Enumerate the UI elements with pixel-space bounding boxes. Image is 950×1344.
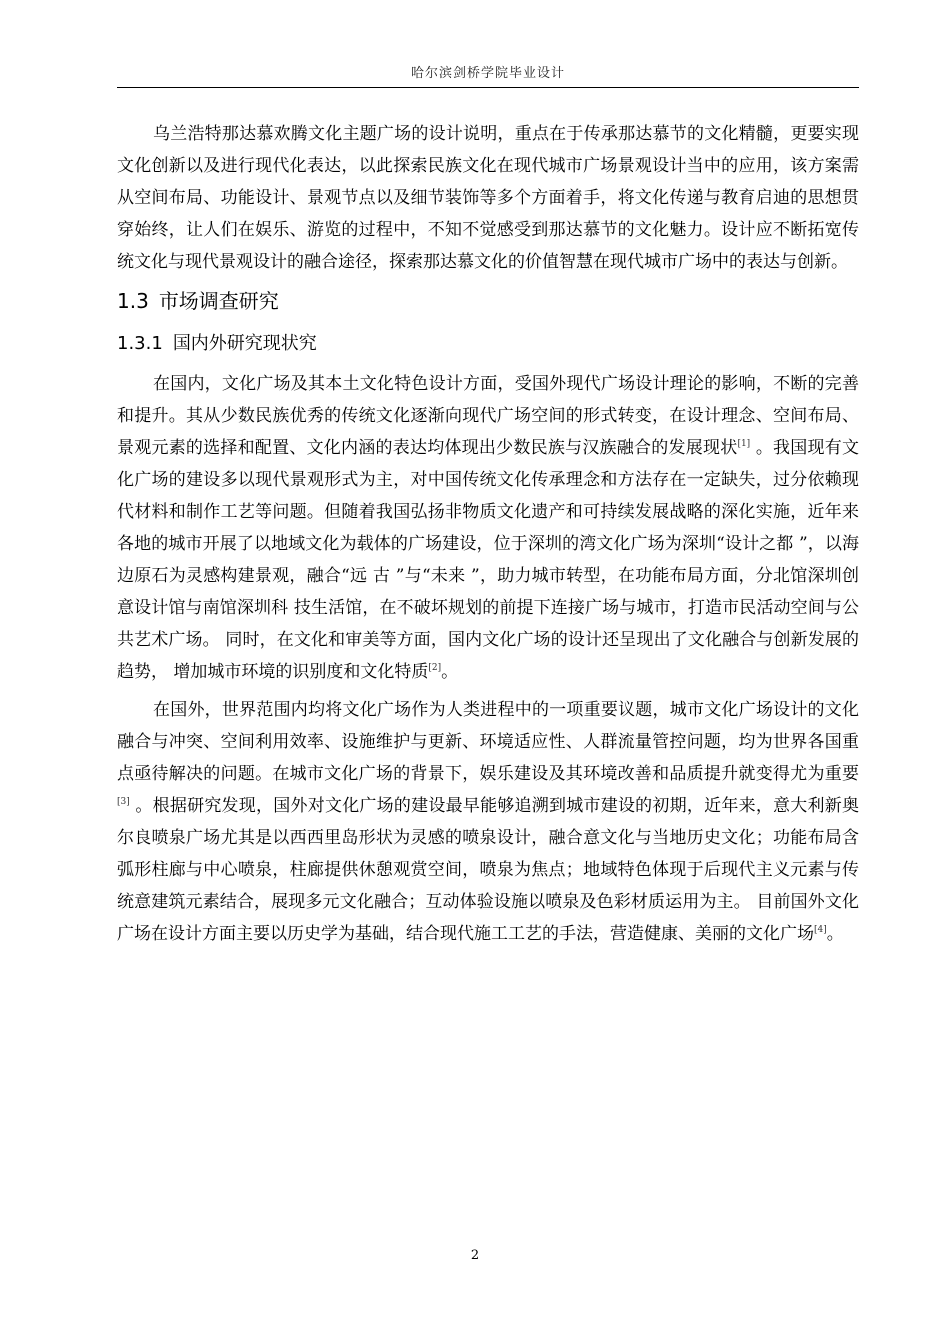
page-number: 2 [470,1248,480,1263]
foreign-research-paragraph [117,694,859,950]
page-header: 哈尔滨剑桥学院毕业设计 [410,66,565,81]
subsection-heading [117,326,859,362]
document-body [117,118,859,950]
domestic-text-part3: 。 [441,662,459,682]
section-title: 市场调查研究 [158,289,279,313]
domestic-text-part1: 在国内，文化广场及其本土文化特色设计方面，受国外现代广场设计理论的影响，不断的完善和提升。其从少数民族优秀的传统文化逐渐向现代广场空间的形式转变，在设计理念、空间布局、景观元素的选择和配置、文化内涵的表达均体现出少数民族与汉族融合的发展现状 [117,374,859,458]
citation-4[interactable]: [4] [814,925,827,935]
citation-2[interactable]: [2] [428,663,442,673]
subsection-title: 国内外研究现状究 [172,333,317,354]
section-heading [117,281,859,321]
foreign-text-part2: 。根据研究发现，国外对文化广场的建设最早能够追溯到城市建设的初期，近年来，意大利新奥尔良喷泉广场尤其是以西西里岛形状为灵感的喷泉设计，融合意文化与当地历史文化；功能布局含弧形柱廊与中心喷泉，柱廊提供休憩观赏空间，喷泉为焦点；地域特色体现于后现代主义元素与传统意建筑元素结合，展现多元文化融合；互动体验设施以喷泉及色彩材质运用为主。 目前国外文化广场在设计方面主要以历史学为基础，结合现代施工工艺的手法，营造健康、美丽的文化广场 [117,796,859,944]
foreign-text-part3: 。 [826,924,844,944]
section-number: 1.3 [117,289,149,313]
header-rule [117,87,859,88]
domestic-research-paragraph [117,368,859,688]
subsection-number: 1.3.1 [117,333,163,354]
citation-3[interactable]: [3] [117,797,130,807]
domestic-text-part2: 。我国现有文化广场的建设多以现代景观形式为主，对中国传统文化传承理念和方法存在一定缺失，过分依赖现代材料和制作工艺等问题。但随着我国弘扬非物质文化遗产和可持续发展战略的深化实施，近年来各地的城市开展了以地域文化为载体的广场建设，位于深圳的湾文化广场为深圳“设计之都 ”，以海边原石为灵感构建景观，融合“远 古 ”与“未来 ”，助力城市转型，在功能布局方面，分北馆深圳创意设计馆与南馆深圳科 技生活馆，在不破坏规划的前提下连接广场与城市，打造市民活动空间与公共艺术广场。 同时，在文化和审美等方面，国内文化广场的设计还呈现出了文化融合与创新发展的趋势， 增加城市环境的识别度和文化特质 [117,438,859,682]
intro-paragraph: 乌兰浩特那达慕欢腾文化主题广场的设计说明，重点在于传承那达慕节的文化精髓，更要实现文化创新以及进行现代化表达，以此探索民族文化在现代城市广场景观设计当中的应用，该方案需从空间布局、功能设计、景观节点以及细节装饰等多个方面着手，将文化传递与教育启迪的思想贯穿始终，让人们在娱乐、游览的过程中，不知不觉感受到那达慕节的文化魅力。设计应不断拓宽传统文化与现代景观设计的融合途径，探索那达慕文化的价值智慧在现代城市广场中的表达与创新。 [117,124,859,272]
foreign-text-part1: 在国外，世界范围内均将文化广场作为人类进程中的一项重要议题，城市文化广场设计的文化融合与冲突、空间利用效率、设施维护与更新、环境适应性、人群流量管控问题，均为世界各国重点亟待解决的问题。在城市文化广场的背景下，娱乐建设及其环境改善和品质提升就变得尤为重要 [117,700,859,784]
citation-1[interactable]: [1] [737,439,751,449]
